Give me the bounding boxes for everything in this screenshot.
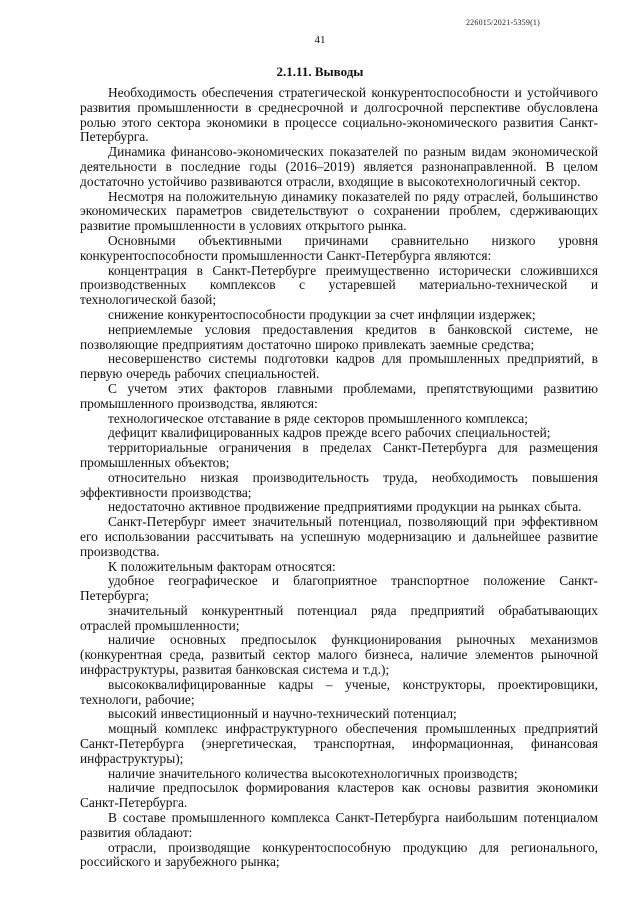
document-registration-number: 226015/2021-5359(1) xyxy=(465,18,540,27)
document-body xyxy=(80,86,598,870)
paragraph: Несмотря на положительную динамику показателей по ряду отраслей, большинство экономических параметров свидетельствуют о сохранении проблем, сдерживающих развитие промышленности в условиях открытого рынка. xyxy=(80,188,598,234)
list-item: снижение конкурентоспособности продукции за счет инфляции издержек; xyxy=(108,306,536,322)
list-item: относительно низкая производительность труда, необходимость повышения эффективности производства; xyxy=(80,469,598,500)
list-item: отрасли, производящие конкурентоспособную продукцию для регионального, российского и зарубежного рынка; xyxy=(80,839,598,870)
paragraph: Санкт-Петербург имеет значительный потенциал, позволяющий при эффективном его использовании рассчитывать на успешную модернизацию и дальнейшее развитие производства. xyxy=(80,514,598,559)
paragraph: Необходимость обеспечения стратегической конкурентоспособности и устойчивого развития промышленности в среднесрочной и долгосрочной перспективе обусловлена ролью этого сектора экономики в процессе социально-экономического развития Санкт-Петербурга. xyxy=(80,85,598,145)
list-item: значительный конкурентный потенциал ряда предприятий обрабатывающих отраслей промышленности; xyxy=(80,602,598,633)
list-item: несовершенство системы подготовки кадров для промышленных предприятий, в первую очередь рабочих специальностей. xyxy=(80,351,598,382)
paragraph: Динамика финансово-экономических показателей по разным видам экономической деятельности в последние годы (2016–2019) является разнонаправленной. В целом достаточно устойчиво развиваются отрасли, входящие в высокотехнологичный сектор. xyxy=(80,144,598,189)
list-item: наличие предпосылок формирования кластеров как основы развития экономики Санкт-Петербурга. xyxy=(80,780,598,811)
list-item: наличие основных предпосылок функционирования рыночных механизмов (конкурентная среда, развитый сектор малого бизнеса, наличие элементов рыночной инфраструктуры, развитая банковская система и т.д.); xyxy=(80,632,598,678)
list-item: мощный комплекс инфраструктурного обеспечения промышленных предприятий Санкт-Петербурга (энергетическая, транспортная, информационная, финансовая инфраструктуры); xyxy=(80,721,598,766)
list-item: концентрация в Санкт-Петербурге преимущественно исторически сложившихся производственных комплексов с устаревшей материально-технической и технологической базой; xyxy=(80,262,598,308)
list-item: технологическое отставание в ряде секторов промышленного комплекса; xyxy=(108,410,528,426)
list-item: территориальные ограничения в пределах Санкт-Петербурга для размещения промышленных объектов; xyxy=(80,440,598,470)
list-item: недостаточно активное продвижение предприятиями продукции на рынках сбыта. xyxy=(108,499,582,515)
paragraph: С учетом этих факторов главными проблемами, препятствующими развитию промышленного производства, являются: xyxy=(80,380,598,411)
paragraph: В составе промышленного комплекса Санкт-Петербурга наибольшим потенциалом развития обладают: xyxy=(80,810,598,840)
list-item: удобное географическое и благоприятное транспортное положение Санкт-Петербурга; xyxy=(80,573,598,604)
list-item: высокий инвестиционный и научно-технический потенциал; xyxy=(108,706,457,722)
list-item: дефицит квалифицированных кадров прежде всего рабочих специальностей; xyxy=(108,425,551,441)
paragraph: К положительным факторам относятся: xyxy=(108,558,336,574)
paragraph: Основными объективными причинами сравнительно низкого уровня конкурентоспособности промышленности Санкт-Петербурга являются: xyxy=(80,232,598,263)
list-item: высококвалифицированные кадры – ученые, конструкторы, проектировщики, технологи, рабочие; xyxy=(80,676,598,707)
list-item: наличие значительного количества высокотехнологичных производств; xyxy=(108,765,518,781)
list-item: неприемлемые условия предоставления кредитов в банковской системе, не позволяющие предприятиям достаточно широко привлекать заемные средства; xyxy=(80,321,598,352)
page-number: 41 xyxy=(314,34,326,46)
section-heading: 2.1.11. Выводы xyxy=(276,64,364,79)
